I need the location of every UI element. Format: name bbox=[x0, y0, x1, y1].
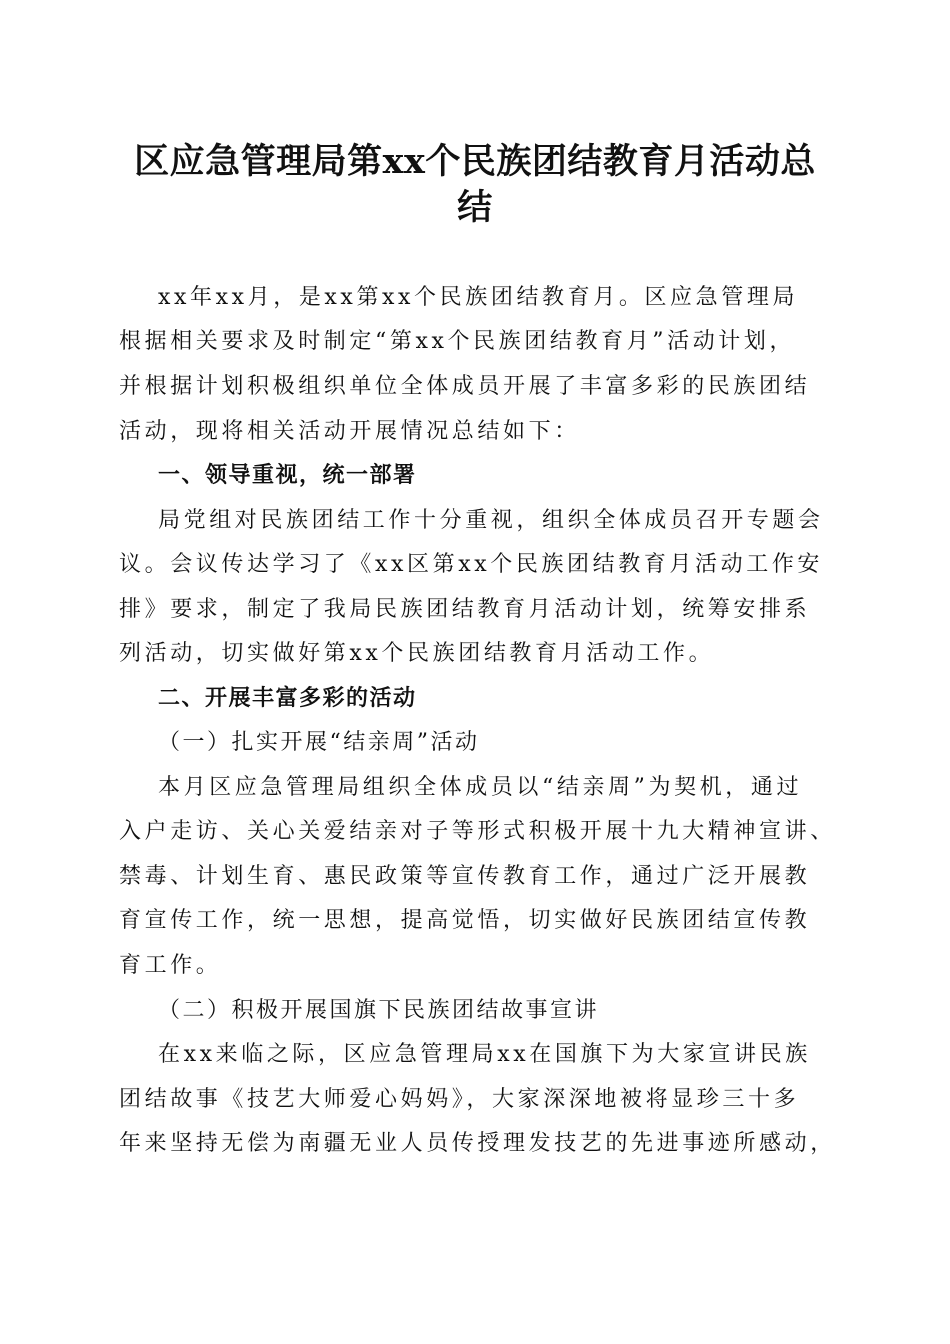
subsection-1-heading: （一）扎实开展“结亲周”活动 bbox=[158, 730, 480, 755]
subsection-1-line-4: 育宣传工作，统一思想，提高觉悟，切实做好民族团结宣传教 bbox=[119, 908, 811, 933]
intro-line-3: 并根据计划积极组织单位全体成员开展了丰富多彩的民族团结 bbox=[119, 374, 811, 399]
section-1-line-3: 排》要求，制定了我局民族团结教育月活动计划，统筹安排系 bbox=[119, 597, 811, 622]
subsection-2-line-1: 在xx来临之际，区应急管理局xx在国旗下为大家宣讲民族 bbox=[158, 1042, 811, 1067]
subsection-2-line-2: 团结故事《技艺大师爱心妈妈》，大家深深地被将显珍三十多 bbox=[119, 1087, 800, 1112]
intro-line-2: 根据相关要求及时制定“第xx个民族团结教育月”活动计划， bbox=[119, 329, 796, 354]
subsection-1-line-2: 入户走访、关心关爱结亲对子等形式积极开展十九大精神宣讲、 bbox=[119, 819, 836, 844]
subsection-1-line-5: 育工作。 bbox=[119, 953, 222, 978]
section-1-line-4: 列活动，切实做好第xx个民族团结教育月活动工作。 bbox=[119, 641, 715, 666]
section-1-line-1: 局党组对民族团结工作十分重视，组织全体成员召开专题会 bbox=[158, 508, 824, 533]
intro-line-4: 活动，现将相关活动开展情况总结如下： bbox=[119, 419, 580, 444]
section-1-line-2: 议。会议传达学习了《xx区第xx个民族团结教育月活动工作安 bbox=[119, 552, 824, 577]
subsection-2-heading: （二）积极开展国旗下民族团结故事宣讲 bbox=[158, 998, 600, 1023]
subsection-1-line-1: 本月区应急管理局组织全体成员以“结亲周”为契机，通过 bbox=[158, 775, 803, 800]
section-2-heading: 二、开展丰富多彩的活动 bbox=[158, 686, 417, 711]
section-1-heading: 一、领导重视，统一部署 bbox=[158, 463, 417, 488]
intro-line-1: xx年xx月，是xx第xx个民族团结教育月。区应急管理局 bbox=[158, 285, 799, 310]
document-title-line-2: 结 bbox=[457, 187, 493, 228]
subsection-1-line-3: 禁毒、计划生育、惠民政策等宣传教育工作，通过广泛开展教 bbox=[119, 864, 811, 889]
subsection-2-line-3: 年来坚持无偿为南疆无业人员传授理发技艺的先进事迹所感动， bbox=[119, 1131, 836, 1156]
document-title-line-1: 区应急管理局第xx个民族团结教育月活动总 bbox=[134, 141, 816, 182]
